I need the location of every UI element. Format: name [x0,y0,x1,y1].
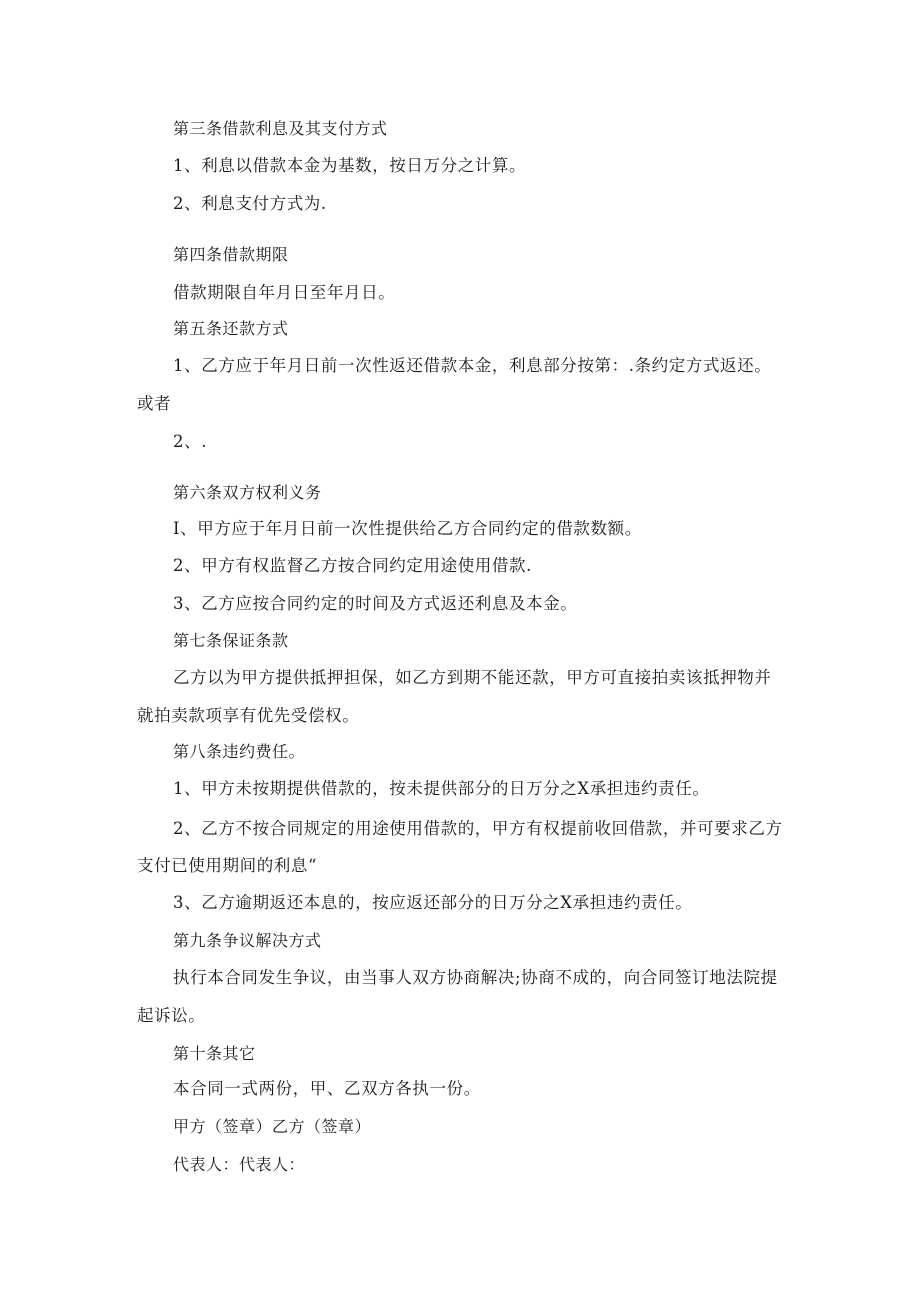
article-7-text-line-1: 乙方以为甲方提供抵押担保，如乙方到期不能还款，甲方可直接拍卖该抵押物并 [173,668,772,687]
article-8-item-2-line-2: 支付已使用期间的利息“ [137,856,318,875]
article-8-title: 第八条违约费任。 [173,742,306,761]
article-6-item-1: I、甲方应于年月日前一次性提供给乙方合同约定的借款数额。 [173,519,642,538]
article-5-title: 第五条还款方式 [173,319,289,338]
article-3-title: 第三条借款利息及其支付方式 [173,119,388,138]
article-9-text-line-1: 执行本合同发生争议，由当事人双方协商解决;协商不成的，向合同签订地法院提 [173,968,778,987]
article-5-item-1: 1、乙方应于年月日前一次性返还借款本金，利息部分按第：.条约定方式返还。 [173,356,772,375]
article-8-item-2-line-1: 2、乙方不按合同规定的用途使用借款的，甲方有权提前收回借款，并可要求乙方 [173,819,783,838]
article-3-item-2: 2、利息支付方式为. [173,194,327,213]
article-3-item-1: 1、利息以借款本金为基数，按日万分之计算。 [173,156,527,175]
signature-representatives: 代表人：代表人： [173,1155,306,1174]
article-10-title: 第十条其它 [173,1044,256,1063]
article-4-text: 借款期限自年月日至年月日。 [173,283,396,302]
article-4-title: 第四条借款期限 [173,245,289,264]
article-6-title: 第六条双方权利义务 [173,483,322,502]
article-7-text-line-2: 就拍卖款项享有优先受偿权。 [137,706,360,725]
article-7-title: 第七条保证条款 [173,631,289,650]
article-8-item-1: 1、甲方未按期提供借款的，按未提供部分的日万分之X承担违约责任。 [173,779,710,798]
article-8-item-3: 3、乙方逾期返还本息的，按应返还部分的日万分之X承担违约责任。 [173,893,693,912]
article-9-text-line-2: 起诉讼。 [137,1006,206,1025]
article-5-item-1-continued: 或者 [137,394,172,413]
article-10-text: 本合同一式两份，甲、乙双方各执一份。 [173,1079,481,1098]
article-5-item-2: 2、. [173,432,208,451]
signature-parties: 甲方（签章）乙方（签章） [173,1117,372,1136]
article-6-item-2: 2、甲方有权监督乙方按合同约定用途使用借款. [173,556,532,575]
article-6-item-3: 3、乙方应按合同约定的时间及方式返还利息及本金。 [173,594,578,613]
article-9-title: 第九条争议解决方式 [173,931,322,950]
